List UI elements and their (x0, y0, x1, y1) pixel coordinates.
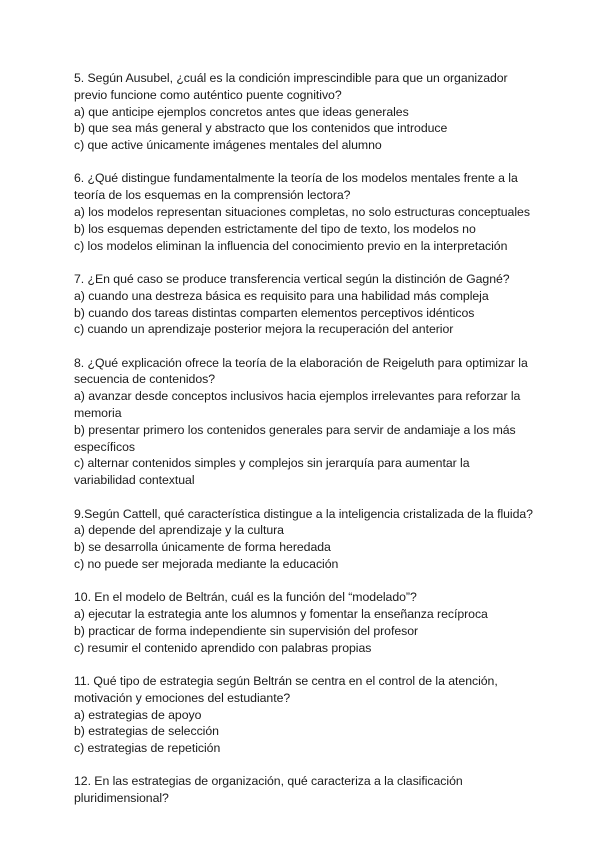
document-page (74, 70, 534, 823)
option-b: b) estrategias de selección (74, 724, 219, 739)
option-c: c) los modelos eliminan la influencia del conocimiento previo en la interpretación (74, 238, 508, 253)
question-6 (74, 170, 534, 254)
option-a: a) estrategias de apoyo (74, 707, 202, 722)
option-c: c) que active únicamente imágenes mentales del alumno (74, 138, 382, 153)
question-text: 8. ¿Qué explicación ofrece la teoría de la elaboración de Reigeluth para optimizar la secuencia de contenidos? (74, 355, 528, 387)
option-b: b) cuando dos tareas distintas comparten elementos perceptivos idénticos (74, 305, 475, 320)
option-c: c) resumir el contenido aprendido con palabras propias (74, 640, 372, 655)
question-9 (74, 506, 534, 573)
question-text: 6. ¿Qué distingue fundamentalmente la teoría de los modelos mentales frente a la teoría de los esquemas en la comprensión lectora? (74, 171, 518, 203)
question-text: 12. En las estrategias de organización, qué caracteriza a la clasificación pluridimensional? (74, 774, 463, 806)
question-text: 5. Según Ausubel, ¿cuál es la condición imprescindible para que un organizador previo funcione como auténtico puente cognitivo? (74, 71, 508, 102)
option-b: b) se desarrolla únicamente de forma heredada (74, 540, 331, 555)
option-a: a) depende del aprendizaje y la cultura (74, 523, 284, 538)
option-b: b) los esquemas dependen estrictamente del tipo de texto, los modelos no (74, 221, 476, 236)
option-b: b) que sea más general y abstracto que los contenidos que introduce (74, 121, 448, 136)
question-text: 9.Según Cattell, qué característica distingue a la inteligencia cristalizada de la fluida? (74, 506, 533, 521)
option-b: b) practicar de forma independiente sin supervisión del profesor (74, 623, 419, 638)
option-c: c) alternar contenidos simples y complejos sin jerarquía para aumentar la variabilidad contextual (74, 456, 470, 488)
question-11 (74, 673, 534, 757)
question-7 (74, 271, 534, 338)
option-a: a) cuando una destreza básica es requisito para una habilidad más compleja (74, 288, 489, 303)
option-c: c) estrategias de repetición (74, 741, 221, 756)
question-8 (74, 355, 534, 489)
question-text: 7. ¿En qué caso se produce transferencia vertical según la distinción de Gagné? (74, 271, 510, 286)
option-b: b) presentar primero los contenidos generales para servir de andamiaje a los más específicos (74, 422, 516, 454)
question-text: 11. Qué tipo de estrategia según Beltrán se centra en el control de la atención, motivación y emociones del estudiante? (74, 673, 498, 705)
question-10 (74, 589, 534, 656)
option-c: c) cuando un aprendizaje posterior mejora la recuperación del anterior (74, 322, 454, 337)
option-c: c) no puede ser mejorada mediante la educación (74, 556, 339, 571)
question-12 (74, 773, 534, 807)
option-a: a) los modelos representan situaciones completas, no solo estructuras conceptuales (74, 205, 530, 220)
question-5 (74, 70, 534, 154)
option-a: a) avanzar desde conceptos inclusivos hacia ejemplos irrelevantes para reforzar la memoria (74, 389, 521, 421)
question-text: 10. En el modelo de Beltrán, cuál es la función del “modelado”? (74, 590, 417, 605)
option-a: a) ejecutar la estrategia ante los alumnos y fomentar la enseñanza recíproca (74, 607, 488, 622)
option-a: a) que anticipe ejemplos concretos antes que ideas generales (74, 104, 409, 119)
